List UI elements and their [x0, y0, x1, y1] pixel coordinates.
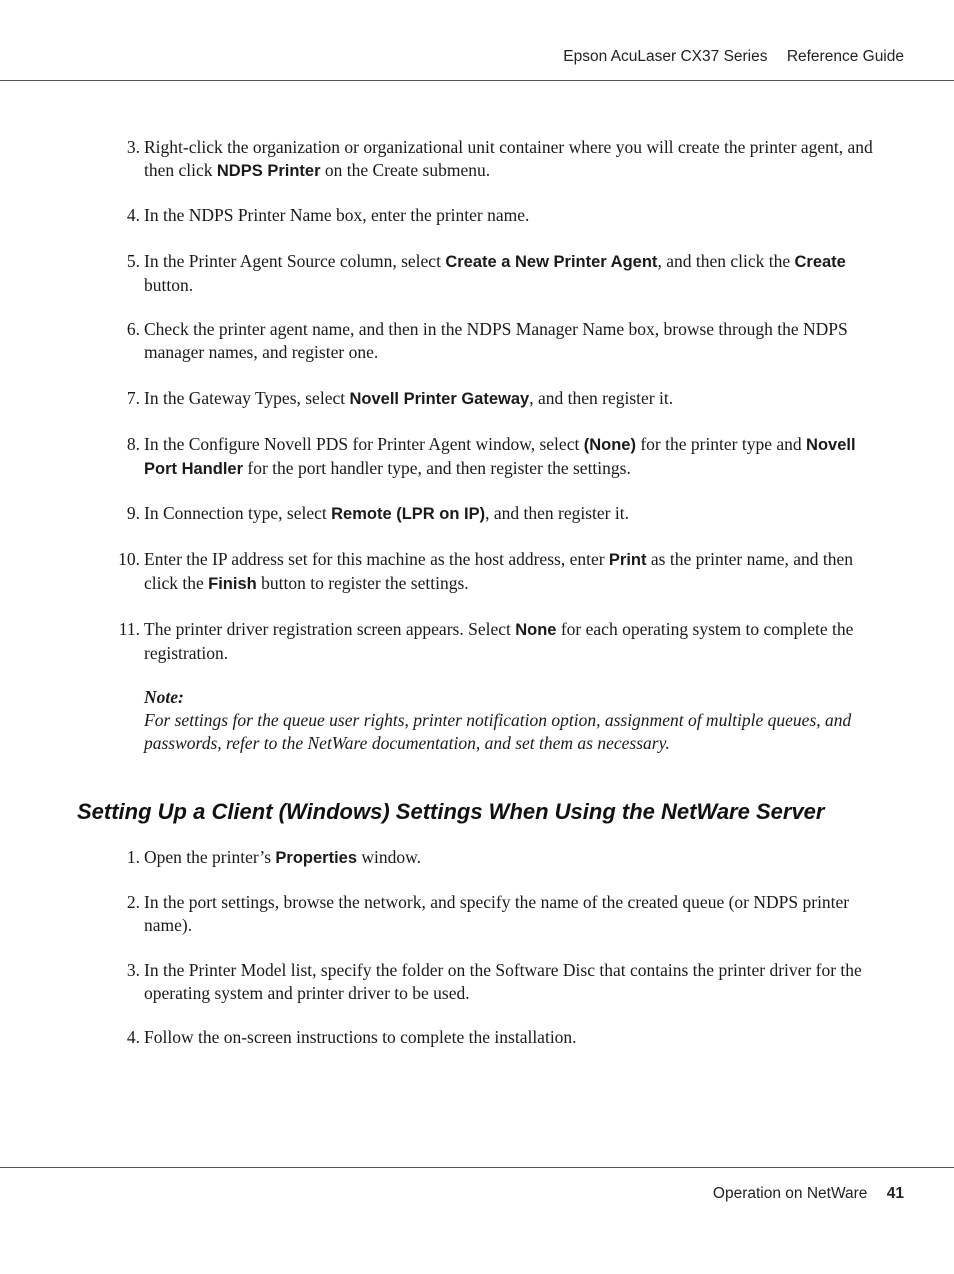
step-bold-term: Create a New Printer Agent: [445, 253, 658, 271]
header-divider: [0, 80, 954, 81]
step-bold-term: (None): [583, 436, 636, 454]
step-number: 6.: [126, 319, 140, 339]
header-product-name: Epson AcuLaser CX37 Series: [563, 48, 768, 65]
step-a6: [126, 318, 884, 364]
step-number: 7.: [126, 388, 140, 408]
step-a7: [126, 387, 884, 411]
step-number: 1.: [126, 847, 140, 867]
step-number: 2.: [126, 892, 140, 912]
step-a8: [126, 433, 884, 481]
footer-section-title: Operation on NetWare: [712, 1185, 868, 1202]
step-text: , and then click the: [657, 251, 795, 271]
step-text: for the port handler type, and then register the settings.: [243, 458, 631, 478]
step-bold-term: Finish: [208, 575, 257, 593]
step-bold-term: Print: [608, 551, 647, 569]
step-a9: [126, 502, 884, 526]
step-text: window.: [357, 847, 422, 867]
step-text: Right-click the organization or organizational unit container where you will create the printer agent, and then click: [144, 137, 873, 180]
step-text: In Connection type, select: [144, 503, 332, 523]
note-text: For settings for the queue user rights, printer notification option, assignment of multiple queues, and passwords, refer to the NetWare documentation, and set them as necessary.: [144, 710, 852, 753]
step-text: , and then register it.: [529, 388, 674, 408]
step-text: for the printer type and: [635, 434, 807, 454]
step-bold-term: Novell Port Handler: [144, 436, 856, 478]
page-footer: [713, 1185, 904, 1203]
section-heading: Setting Up a Client (Windows) Settings When Using the NetWare Server: [77, 799, 825, 824]
step-text: Open the printer’s: [144, 847, 276, 867]
page-header: [563, 48, 904, 66]
step-a11: [118, 618, 884, 665]
step-text: as the printer name, and then click the: [144, 549, 854, 593]
step-b2: [126, 891, 884, 937]
step-number: 10.: [118, 549, 140, 569]
step-a5: [126, 250, 884, 297]
step-bold-term: NDPS Printer: [216, 162, 321, 180]
note-block: [144, 686, 884, 755]
footer-divider: [0, 1167, 954, 1168]
step-a3: [126, 136, 884, 183]
step-number: 4.: [126, 1027, 140, 1047]
step-text: Check the printer agent name, and then in the NDPS Manager Name box, browse through the NDPS manager names, and register one.: [144, 319, 848, 362]
step-text: Follow the on-screen instructions to complete the installation.: [144, 1027, 577, 1047]
step-text: on the Create submenu.: [320, 160, 491, 180]
step-text: , and then register it.: [485, 503, 629, 523]
step-bold-term: Novell Printer Gateway: [349, 390, 530, 408]
step-a4: [126, 204, 884, 227]
step-b4: [126, 1026, 884, 1049]
step-number: 11.: [118, 619, 140, 639]
step-bold-term: Properties: [275, 849, 358, 867]
step-text: button to register the settings.: [256, 573, 469, 593]
step-text: In the Configure Novell PDS for Printer Agent window, select: [144, 434, 584, 454]
step-number: 8.: [126, 434, 140, 454]
step-text: The printer driver registration screen appears. Select: [144, 619, 516, 639]
step-number: 9.: [126, 503, 140, 523]
step-a10: [118, 548, 884, 596]
step-text: In the Printer Agent Source column, select: [144, 251, 446, 271]
step-text: for each operating system to complete the registration.: [144, 619, 854, 663]
step-bold-term: None: [515, 621, 557, 639]
header-guide-title: Reference Guide: [786, 48, 904, 65]
page-number: 41: [886, 1185, 904, 1202]
step-text: In the Gateway Types, select: [144, 388, 350, 408]
step-text: button.: [144, 275, 194, 295]
step-text: Enter the IP address set for this machine as the host address, enter: [144, 549, 609, 569]
step-text: In the Printer Model list, specify the folder on the Software Disc that contains the printer driver for the operating system and printer driver to be used.: [144, 960, 862, 1003]
step-number: 4.: [126, 205, 140, 225]
step-number: 3.: [126, 960, 140, 980]
step-text: In the port settings, browse the network, and specify the name of the created queue (or NDPS printer name).: [144, 892, 850, 935]
step-text: In the NDPS Printer Name box, enter the printer name.: [144, 205, 530, 225]
step-bold-term: Create: [794, 253, 846, 271]
step-b1: [126, 846, 884, 870]
step-b3: [126, 959, 884, 1005]
step-number: 5.: [126, 251, 140, 271]
note-title: Note:: [144, 687, 184, 707]
step-bold-term: Remote (LPR on IP): [331, 505, 486, 523]
step-number: 3.: [126, 137, 140, 157]
